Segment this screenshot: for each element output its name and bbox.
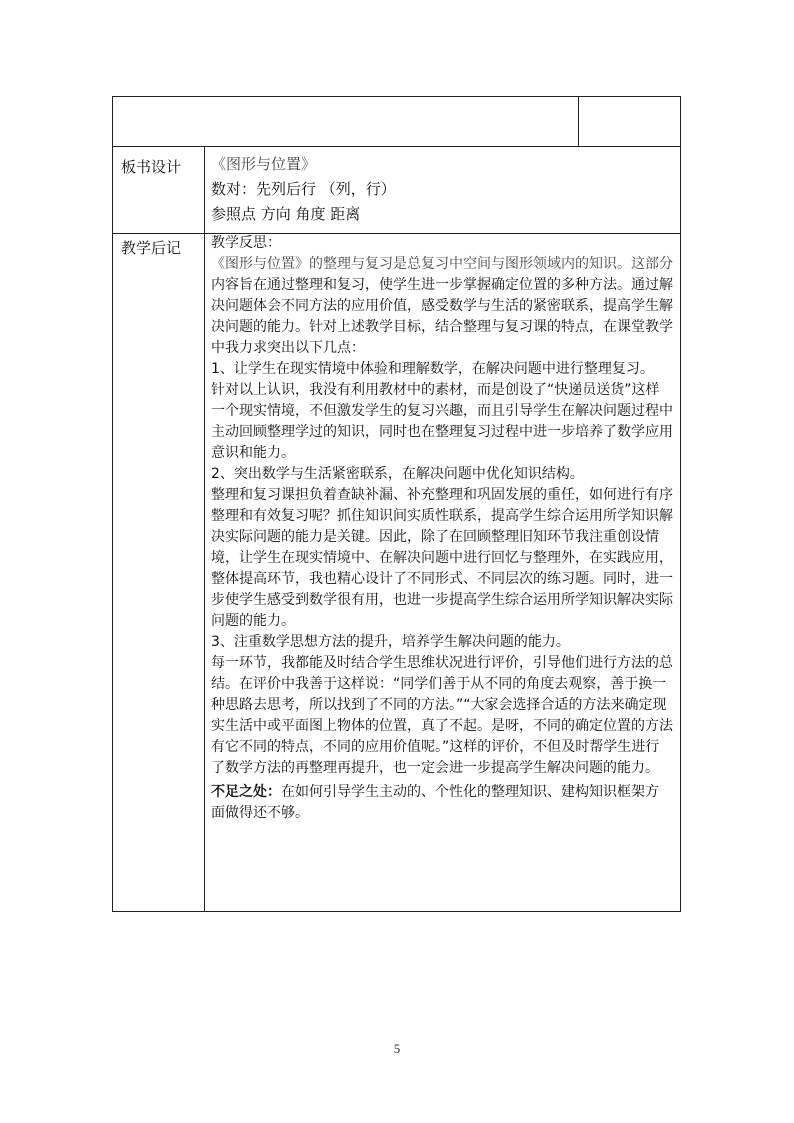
deficiency-continuation: 面做得还不够。	[211, 805, 309, 821]
reflection-line: 了数学方法的再整理再提升，也一定会进一步提高学生解决问题的能力。	[211, 760, 659, 776]
reflection-line: 整理和复习课担负着查缺补漏、补充整理和巩固发展的重任，如何进行有序	[211, 487, 673, 503]
reflection-heading: 教学反思：	[211, 235, 281, 251]
board-design-content	[211, 152, 677, 227]
reflection-line: 结。在评价中我善于这样说：“同学们善于从不同的角度去观察，善于换一	[211, 676, 667, 692]
deficiency-line	[211, 782, 677, 803]
page-number: 5	[393, 1041, 401, 1056]
reflection-line: 内容旨在通过整理和复习，使学生进一步掌握确定位置的多种方法。通过解	[211, 277, 673, 293]
reflection-label: 教学后记	[121, 239, 182, 257]
reflection-line: 主动回顾整理学过的知识，同时也在整理复习过程中进一步培养了数学应用	[211, 424, 673, 440]
reflection-line: 问题的能力。	[211, 613, 295, 629]
reflection-point-1: 1、让学生在现实情境中体验和理解数学，在解决问题中进行整理复习。	[211, 361, 654, 377]
reflection-line: 实生活中或平面图上物体的位置，真了不起。是呀，不同的确定位置的方法	[211, 718, 673, 734]
reflection-line: 每一环节，我都能及时结合学生思维状况进行评价，引导他们进行方法的总	[211, 655, 673, 671]
reflection-point-2: 2、突出数学与生活紧密联系，在解决问题中优化知识结构。	[211, 466, 584, 482]
board-line-reference: 参照点 方向 角度 距离	[211, 205, 361, 223]
reflection-line: 中我力求突出以下几点：	[211, 340, 365, 356]
board-design-label: 板书设计	[121, 158, 182, 176]
row-divider	[113, 146, 680, 147]
deficiency-lead: 不足之处：	[211, 784, 281, 800]
reflection-content	[211, 233, 677, 824]
reflection-line: 决问题体会不同方法的应用价值，感受数学与生活的紧密联系，提高学生解	[211, 298, 673, 314]
reflection-line: 种思路去思考，所以找到了不同的方法。”“大家会选择合适的方法来确定现	[211, 697, 667, 713]
reflection-line: 有它不同的特点，不同的应用价值呢。”这样的评价，不但及时帮学生进行	[211, 739, 660, 755]
reflection-line: 整理和有效复习呢？抓住知识间实质性联系，提高学生综合运用所学知识解	[211, 508, 673, 524]
reflection-line: 整体提高环节，我也精心设计了不同形式、不同层次的练习题。同时，进一	[211, 571, 673, 587]
reflection-line: 步使学生感受到数学很有用，也进一步提高学生综合运用所学知识解决实际	[211, 592, 673, 608]
reflection-line: 决实际问题的能力是关键。因此，除了在回顾整理旧知环节我注重创设情	[211, 529, 659, 545]
column-divider	[578, 97, 579, 146]
reflection-point-3: 3、注重数学思想方法的提升，培养学生解决问题的能力。	[211, 634, 570, 650]
reflection-line: 境，让学生在现实情境中、在解决问题中进行回忆与整理外，在实践应用，	[211, 550, 673, 566]
reflection-line: 《图形与位置》的整理与复习是总复习中空间与图形领域内的知识。这部分	[211, 256, 673, 272]
board-title: 《图形与位置》	[211, 155, 317, 173]
reflection-line: 一个现实情境，不但激发学生的复习兴趣，而且引导学生在解决问题过程中	[211, 403, 673, 419]
column-divider	[204, 146, 205, 911]
deficiency-text: 在如何引导学生主动的、个性化的整理知识、建构知识框架方	[281, 784, 659, 800]
board-line-coordinates: 数对：先列后行 （列，行）	[211, 180, 396, 198]
reflection-line: 针对以上认识，我没有利用教材中的素材，而是创设了“快递员送货”这样	[211, 382, 660, 398]
reflection-line: 决问题的能力。针对上述教学目标，结合整理与复习课的特点，在课堂教学	[211, 319, 673, 335]
lesson-table	[112, 96, 681, 912]
reflection-line: 意识和能力。	[211, 445, 295, 461]
